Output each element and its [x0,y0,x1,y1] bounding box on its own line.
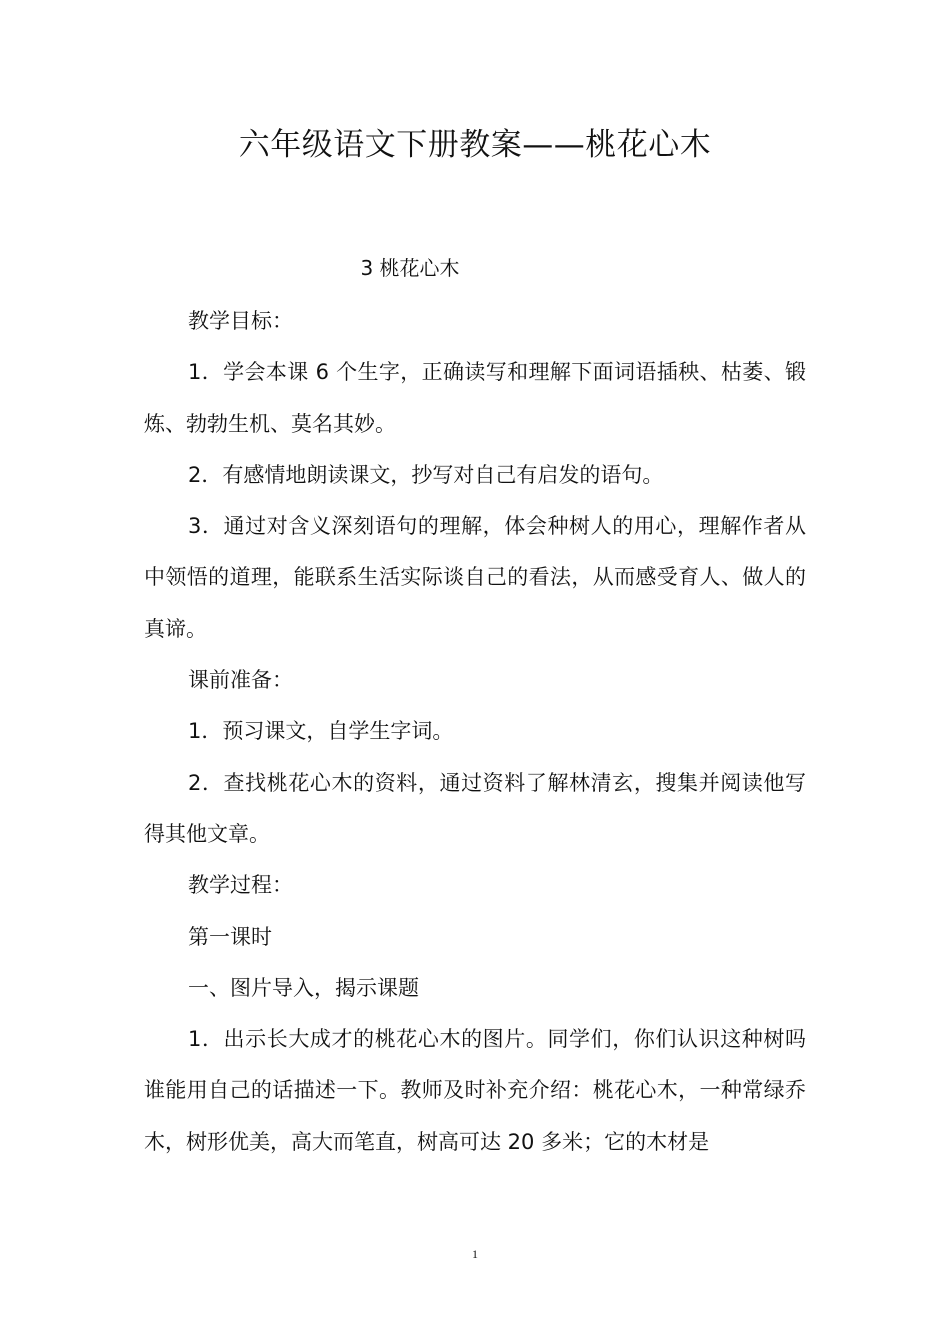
document-title: 六年级语文下册教案——桃花心木 [238,127,712,163]
objective-item-3: 3．通过对含义深刻语句的理解，体会种树人的用心，理解作者从中领悟的道理，能联系生活实际谈自己的看法，从而感受育人、做人的真谛。 [144,514,806,641]
lesson-heading: 3 桃花心木 [360,256,460,280]
step-heading-1: 一、图片导入，揭示课题 [188,975,419,1000]
page-number: 1 [472,1247,478,1261]
step-paragraph-1: 1．出示长大成才的桃花心木的图片。同学们，你们认识这种树吗谁能用自己的话描述一下。教师及时补充介绍：桃花心木，一种常绿乔木，树形优美，高大而笔直，树高可达 20 多米；它的木材是 [144,1027,806,1154]
objective-item-2: 2．有感情地朗读课文，抄写对自己有启发的语句。 [188,462,664,487]
document-body [144,296,806,1168]
preparation-item-1: 1．预习课文，自学生字词。 [188,719,454,744]
preparation-item-2: 2．查找桃花心木的资料，通过资料了解林清玄，搜集并阅读他写得其他文章。 [144,770,806,846]
objective-item-1: 1．学会本课 6 个生字，正确读写和理解下面词语插秧、枯萎、锻炼、勃勃生机、莫名其妙。 [144,360,806,436]
section-heading-objectives: 教学目标： [188,309,293,333]
section-heading-preparation: 课前准备： [188,668,293,693]
section-heading-process: 教学过程： [188,873,293,898]
lesson-period-heading: 第一课时 [188,924,272,949]
